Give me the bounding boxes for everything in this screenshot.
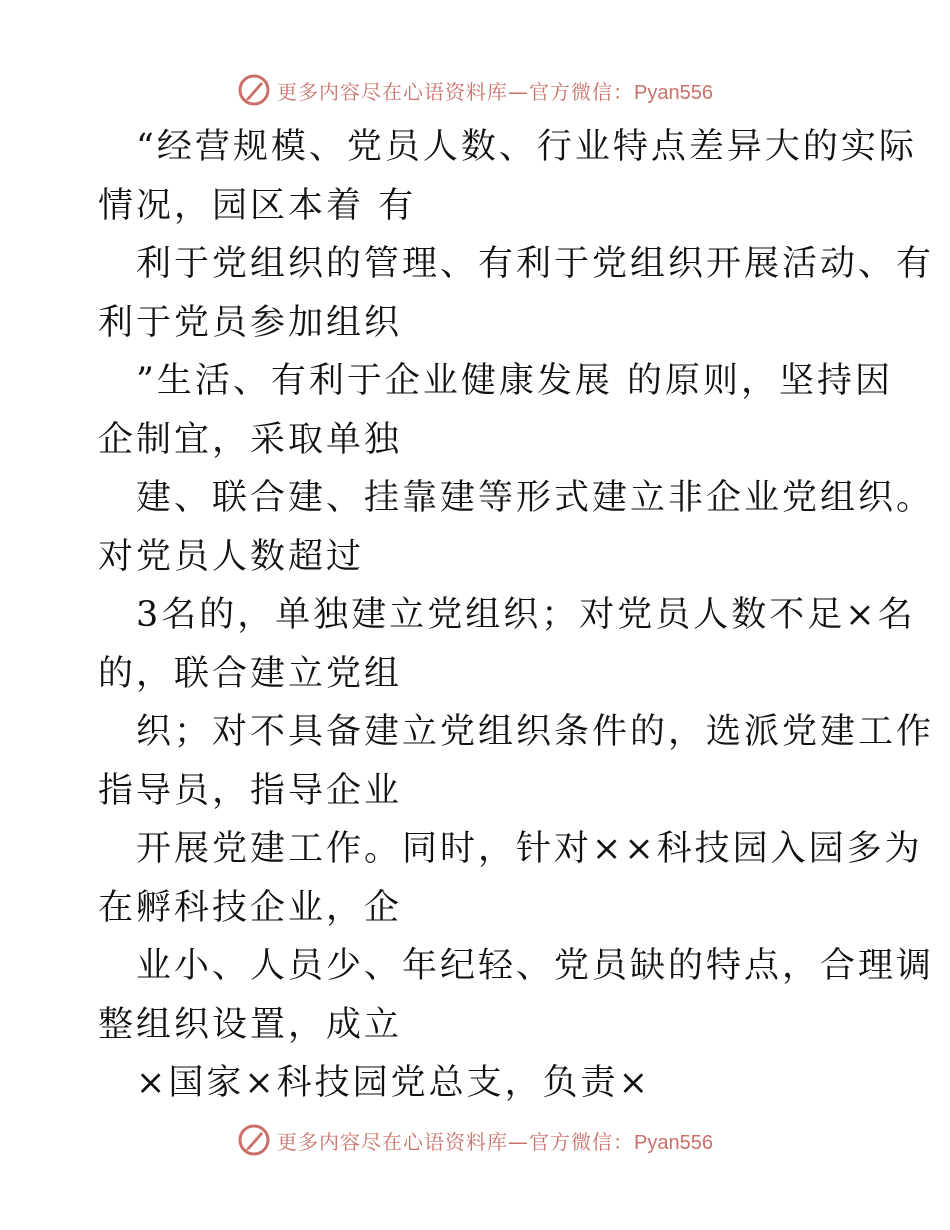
text-line: 在孵科技企业，企: [98, 887, 403, 928]
text-line: 整组织设置，成立: [98, 1004, 403, 1045]
text-line: 指导员，指导企业: [98, 770, 403, 811]
document-body: [98, 118, 935, 1113]
text-line: 利于党员参加组织: [98, 302, 403, 343]
text-line: 利于党组织的管理、有利于党组织开展活动、有: [136, 244, 935, 284]
quill-pen-logo-icon: [237, 73, 271, 107]
text-line: ”生活、有利于企业健康发展 的原则，坚持因: [136, 361, 894, 401]
text-line: 业小、人员少、年纪轻、党员缺的特点，合理调: [136, 946, 935, 986]
text-line: 企制宜，采取单独: [98, 419, 403, 460]
text-line: 对党员人数超过: [98, 536, 365, 577]
text-line: 开展党建工作。同时，针对××科技园入园多为: [136, 829, 923, 869]
header-watermark: [0, 70, 950, 110]
watermark-text: 更多内容尽在心语资料库—官方微信：Pyan556: [277, 1129, 713, 1154]
text-line: ×国家×科技园党总支，负责×: [136, 1063, 651, 1103]
text-line: 情况，园区本着 有: [98, 185, 417, 226]
text-line: 的，联合建立党组: [98, 653, 403, 694]
quill-pen-logo-icon: [237, 1123, 271, 1157]
text-line: “经营规模、党员人数、行业特点差异大的实际: [136, 127, 917, 167]
watermark-text: 更多内容尽在心语资料库—官方微信：Pyan556: [277, 79, 713, 104]
text-line: 3名的，单独建立党组织；对党员人数不足×名: [136, 595, 916, 635]
text-line: 织；对不具备建立党组织条件的，选派党建工作: [136, 712, 935, 752]
text-line: 建、联合建、挂靠建等形式建立非企业党组织。: [136, 478, 935, 518]
footer-watermark: [0, 1120, 950, 1160]
